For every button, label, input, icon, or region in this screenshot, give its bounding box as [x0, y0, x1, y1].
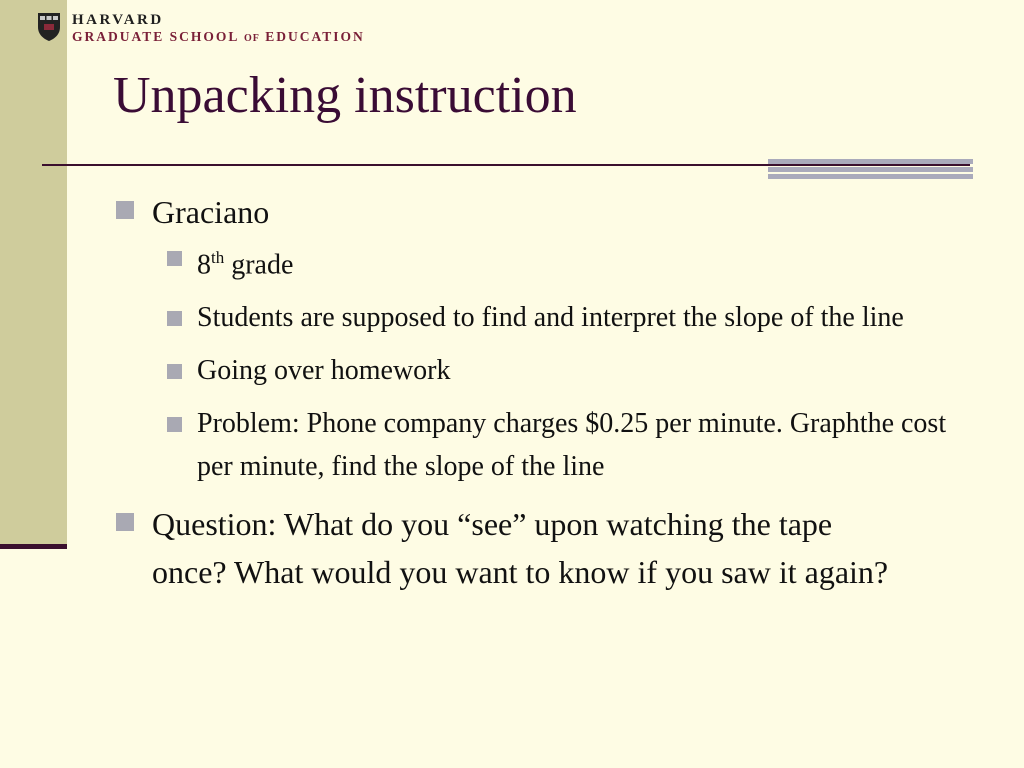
logo-school-text: GRADUATE SCHOOL OF EDUCATION — [72, 29, 365, 44]
square-bullet-icon — [116, 513, 134, 531]
bullet-homework — [197, 349, 967, 392]
title-accent-bars — [768, 159, 973, 179]
square-bullet-icon — [167, 417, 182, 432]
square-bullet-icon — [116, 201, 134, 219]
square-bullet-icon — [167, 311, 182, 326]
square-bullet-icon — [167, 364, 182, 379]
bullet-question — [115, 500, 912, 596]
bullet-text: Question: What do you “see” upon watching the tape once? What would you want to know if you saw it again? — [152, 506, 889, 591]
bullet-grade: 8th grade — [197, 236, 967, 286]
bullet-text: Students are supposed to find and interpret the slope of the line — [197, 302, 904, 334]
left-decorative-band — [0, 0, 67, 545]
bullet-slope-goal — [197, 296, 967, 339]
bullet-text: Going over homework — [197, 355, 451, 387]
bullet-text: Graciano — [152, 194, 270, 230]
slide-body — [115, 188, 975, 596]
bullet-problem — [197, 402, 967, 488]
square-bullet-icon — [167, 251, 182, 266]
slide-title: Unpacking instruction — [113, 67, 577, 124]
bullet-graciano — [115, 188, 975, 236]
logo-harvard-text: HARVARD — [72, 12, 164, 28]
harvard-shield-icon — [37, 12, 61, 42]
bullet-text: Problem: Phone company charges $0.25 per minute. Graphthe cost per minute, find the slope of the line — [197, 408, 947, 483]
left-band-rule — [0, 544, 67, 549]
